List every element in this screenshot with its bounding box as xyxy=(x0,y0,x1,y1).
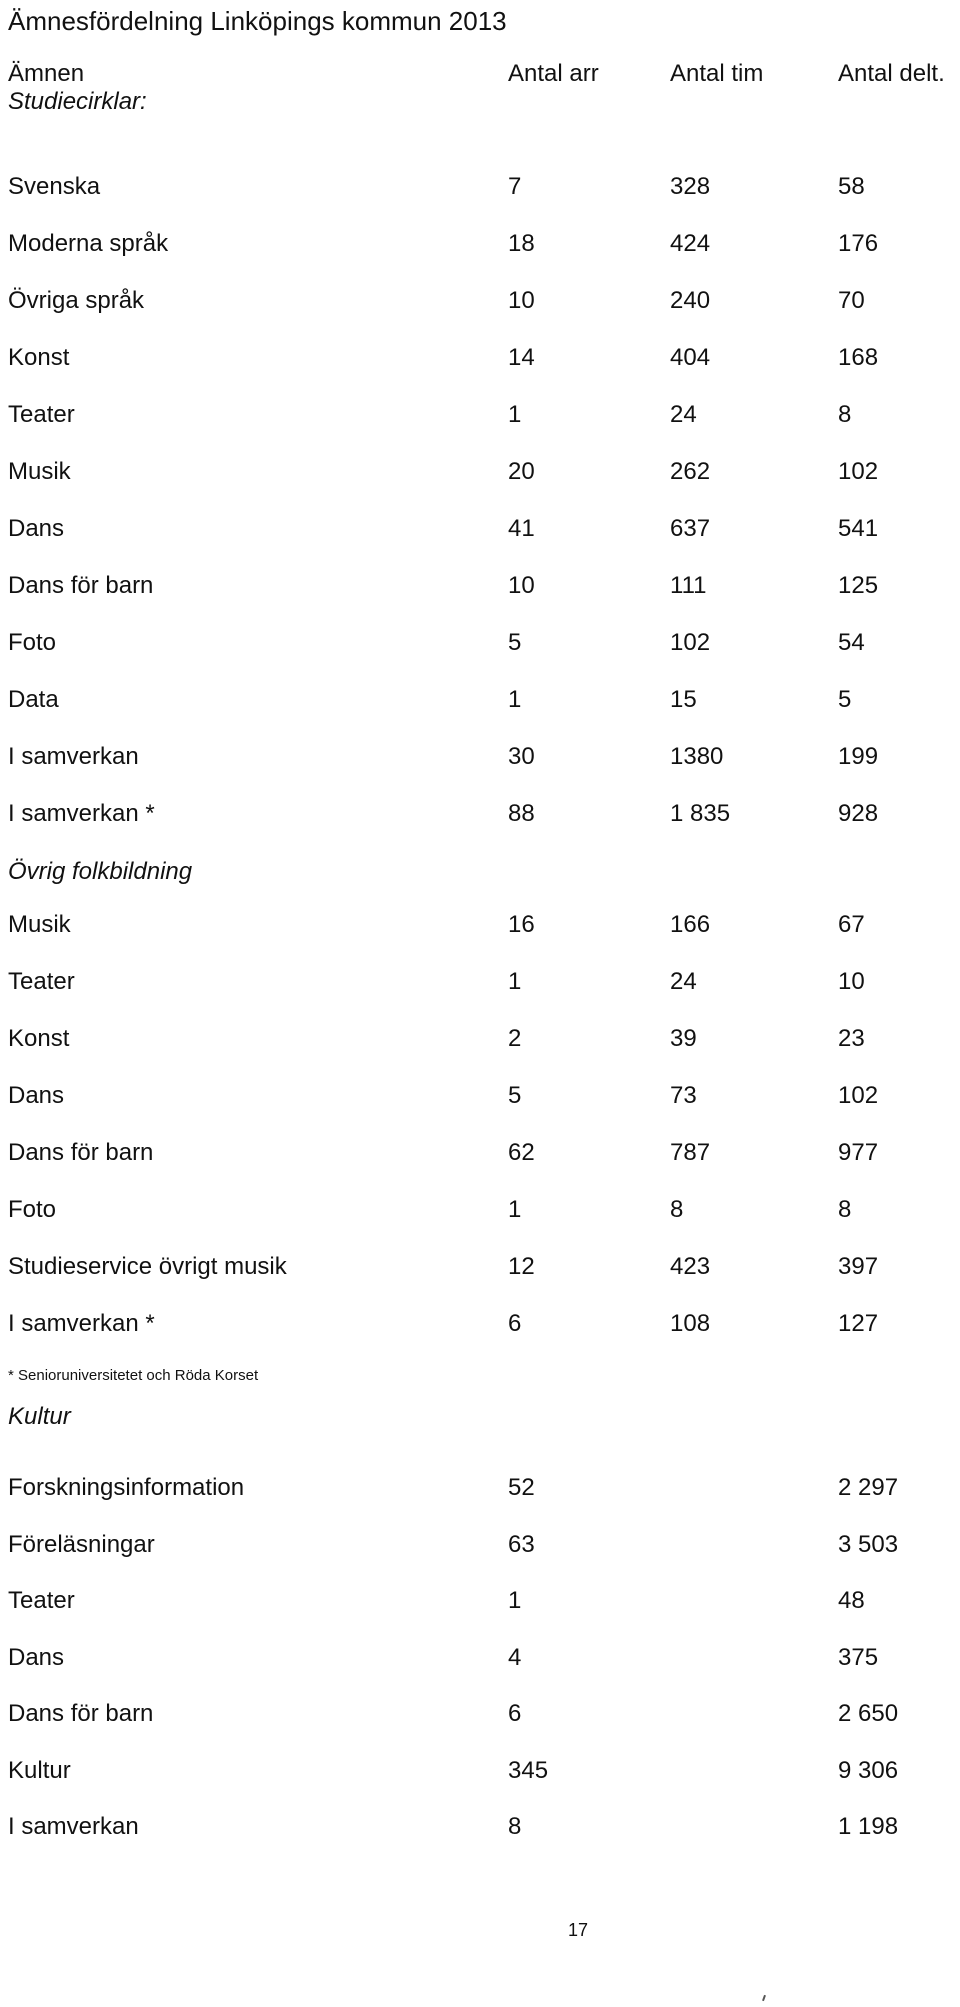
cell-antal-delt: 102 xyxy=(838,1082,879,1109)
cell-antal-delt: 23 xyxy=(838,1025,865,1052)
cell-amne: Övriga språk xyxy=(8,287,145,314)
table-row xyxy=(0,1531,960,1571)
cell-antal-delt: 48 xyxy=(838,1587,865,1614)
cell-antal-delt: 375 xyxy=(838,1643,879,1671)
table-row xyxy=(0,515,960,555)
cell-antal-arr: 1 xyxy=(508,1196,522,1223)
cell-antal-arr: 5 xyxy=(508,1082,522,1109)
cell-antal-arr: 2 xyxy=(508,1025,522,1052)
cell-antal-arr: 14 xyxy=(508,344,535,371)
cell-antal-delt: 3 503 xyxy=(838,1530,899,1558)
cell-amne: Kultur xyxy=(8,1756,71,1784)
table-row xyxy=(0,1757,960,1797)
cell-antal-arr: 62 xyxy=(508,1139,535,1166)
header-antal-delt: Antal delt. xyxy=(838,60,945,87)
cell-antal-arr: 18 xyxy=(508,230,535,257)
cell-antal-delt: 1 198 xyxy=(838,1813,899,1840)
table-row xyxy=(0,1310,960,1350)
cell-antal-delt: 54 xyxy=(838,629,865,656)
cell-antal-tim: 637 xyxy=(670,515,711,542)
cell-antal-tim: 423 xyxy=(670,1253,711,1280)
table-row xyxy=(0,1253,960,1293)
cell-antal-arr: 6 xyxy=(508,1700,522,1727)
cell-antal-arr: 20 xyxy=(508,458,535,485)
table-row xyxy=(0,1644,960,1684)
cell-antal-delt: 102 xyxy=(838,458,879,485)
cell-amne: I samverkan xyxy=(8,743,139,770)
cell-antal-arr: 1 xyxy=(508,686,522,713)
cell-amne: Teater xyxy=(8,401,75,428)
table-row xyxy=(0,1196,960,1236)
cell-antal-tim: 166 xyxy=(670,911,711,938)
cell-antal-arr: 1 xyxy=(508,401,522,428)
cell-amne: Teater xyxy=(8,1587,75,1614)
cell-antal-tim: 1380 xyxy=(670,743,724,770)
cell-amne: Konst xyxy=(8,344,70,371)
footnote: * Senioruniversitetet och Röda Korset xyxy=(8,1367,259,1384)
cell-antal-arr: 1 xyxy=(508,1587,522,1614)
table-row xyxy=(0,800,960,840)
cell-amne: I samverkan xyxy=(8,1813,139,1840)
table-row xyxy=(0,173,960,213)
cell-amne: Dans för barn xyxy=(8,1700,154,1727)
cell-antal-delt: 10 xyxy=(838,968,865,995)
cell-antal-tim: 787 xyxy=(670,1139,711,1166)
cell-antal-delt: 977 xyxy=(838,1139,879,1166)
cell-antal-delt: 541 xyxy=(838,515,879,542)
table-row xyxy=(0,1082,960,1122)
table-row xyxy=(0,401,960,441)
cell-antal-tim: 240 xyxy=(670,287,711,314)
cell-antal-tim: 111 xyxy=(670,572,707,599)
cell-amne: Dans xyxy=(8,1082,65,1109)
cell-antal-tim: 73 xyxy=(670,1082,697,1109)
table-row xyxy=(0,743,960,783)
cell-amne: Dans för barn xyxy=(8,572,154,599)
cell-antal-tim: 328 xyxy=(670,173,711,200)
cell-antal-tim: 108 xyxy=(670,1310,711,1337)
section-heading-studiecirklar: Studiecirklar: xyxy=(8,88,147,115)
cell-antal-tim: 24 xyxy=(670,401,697,428)
table-row xyxy=(0,968,960,1008)
cell-amne: Studieservice övrigt musik xyxy=(8,1253,287,1280)
table-row xyxy=(0,1587,960,1627)
cell-amne: Musik xyxy=(8,911,71,938)
cell-antal-delt: 8 xyxy=(838,1196,852,1223)
cell-antal-arr: 7 xyxy=(508,173,522,200)
cell-antal-arr: 4 xyxy=(508,1643,522,1671)
cell-antal-delt: 58 xyxy=(838,173,865,200)
cell-amne: Konst xyxy=(8,1025,70,1052)
table-row xyxy=(0,686,960,726)
cell-antal-delt: 2 650 xyxy=(838,1700,899,1727)
table-row xyxy=(0,572,960,612)
cell-amne: Moderna språk xyxy=(8,230,169,257)
table-row xyxy=(0,230,960,270)
cell-antal-arr: 10 xyxy=(508,287,535,314)
cell-amne: Teater xyxy=(8,968,75,995)
section-heading-kultur: Kultur xyxy=(8,1403,71,1430)
cell-antal-tim: 102 xyxy=(670,629,711,656)
cell-antal-delt: 397 xyxy=(838,1253,879,1280)
cell-antal-arr: 41 xyxy=(508,515,535,542)
table-row xyxy=(0,629,960,669)
cell-antal-arr: 16 xyxy=(508,911,535,938)
cell-antal-tim: 1 835 xyxy=(670,800,731,827)
cell-antal-arr: 30 xyxy=(508,743,535,770)
cell-amne: I samverkan * xyxy=(8,800,155,827)
cell-antal-delt: 70 xyxy=(838,287,865,314)
cell-antal-tim: 424 xyxy=(670,230,711,257)
cell-antal-delt: 125 xyxy=(838,572,879,599)
cell-amne: Föreläsningar xyxy=(8,1530,155,1558)
table-row xyxy=(0,344,960,384)
cell-antal-arr: 52 xyxy=(508,1474,535,1501)
cell-antal-arr: 8 xyxy=(508,1813,522,1840)
cell-antal-delt: 67 xyxy=(838,911,865,938)
cell-antal-delt: 2 297 xyxy=(838,1474,899,1501)
table-row xyxy=(0,1700,960,1740)
cell-amne: Dans för barn xyxy=(8,1139,154,1166)
cell-antal-tim: 404 xyxy=(670,344,711,371)
cell-antal-delt: 5 xyxy=(838,686,852,713)
cell-antal-delt: 199 xyxy=(838,743,879,770)
cell-antal-arr: 12 xyxy=(508,1253,535,1280)
cell-antal-delt: 127 xyxy=(838,1310,879,1337)
table-row xyxy=(0,1025,960,1065)
cell-antal-arr: 10 xyxy=(508,572,535,599)
cell-antal-arr: 63 xyxy=(508,1530,535,1558)
cell-antal-delt: 928 xyxy=(838,800,879,827)
cell-antal-tim: 39 xyxy=(670,1025,697,1052)
table-row xyxy=(0,911,960,951)
cell-amne: Dans xyxy=(8,1643,65,1671)
header-amnen: Ämnen xyxy=(8,60,85,87)
cell-antal-delt: 9 306 xyxy=(838,1756,899,1784)
table-row xyxy=(0,1139,960,1179)
cell-antal-arr: 88 xyxy=(508,800,535,827)
header-antal-tim: Antal tim xyxy=(670,60,764,87)
cell-antal-arr: 1 xyxy=(508,968,522,995)
table-row xyxy=(0,1813,960,1853)
cell-antal-tim: 262 xyxy=(670,458,711,485)
cell-antal-tim: 24 xyxy=(670,968,697,995)
page-number: 17 xyxy=(568,1920,589,1940)
scan-mark xyxy=(762,1995,766,2001)
cell-amne: Data xyxy=(8,686,59,713)
cell-amne: Foto xyxy=(8,1196,57,1223)
cell-antal-arr: 6 xyxy=(508,1310,522,1337)
cell-antal-tim: 15 xyxy=(670,686,697,713)
cell-antal-arr: 345 xyxy=(508,1756,549,1784)
cell-amne: Dans xyxy=(8,515,65,542)
section-heading-ovrig-folkbildning: Övrig folkbildning xyxy=(8,858,193,885)
cell-antal-delt: 168 xyxy=(838,344,879,371)
table-row xyxy=(0,458,960,498)
table-row xyxy=(0,287,960,327)
cell-antal-tim: 8 xyxy=(670,1196,684,1223)
cell-amne: Svenska xyxy=(8,173,101,200)
cell-antal-arr: 5 xyxy=(508,629,522,656)
cell-amne: Forskningsinformation xyxy=(8,1474,245,1501)
table-row xyxy=(0,1474,960,1514)
cell-amne: Foto xyxy=(8,629,57,656)
header-antal-arr: Antal arr xyxy=(508,60,599,87)
cell-antal-delt: 176 xyxy=(838,230,879,257)
cell-amne: I samverkan * xyxy=(8,1310,155,1337)
cell-amne: Musik xyxy=(8,458,71,485)
cell-antal-delt: 8 xyxy=(838,401,852,428)
page-title: Ämnesfördelning Linköpings kommun 2013 xyxy=(8,6,507,36)
